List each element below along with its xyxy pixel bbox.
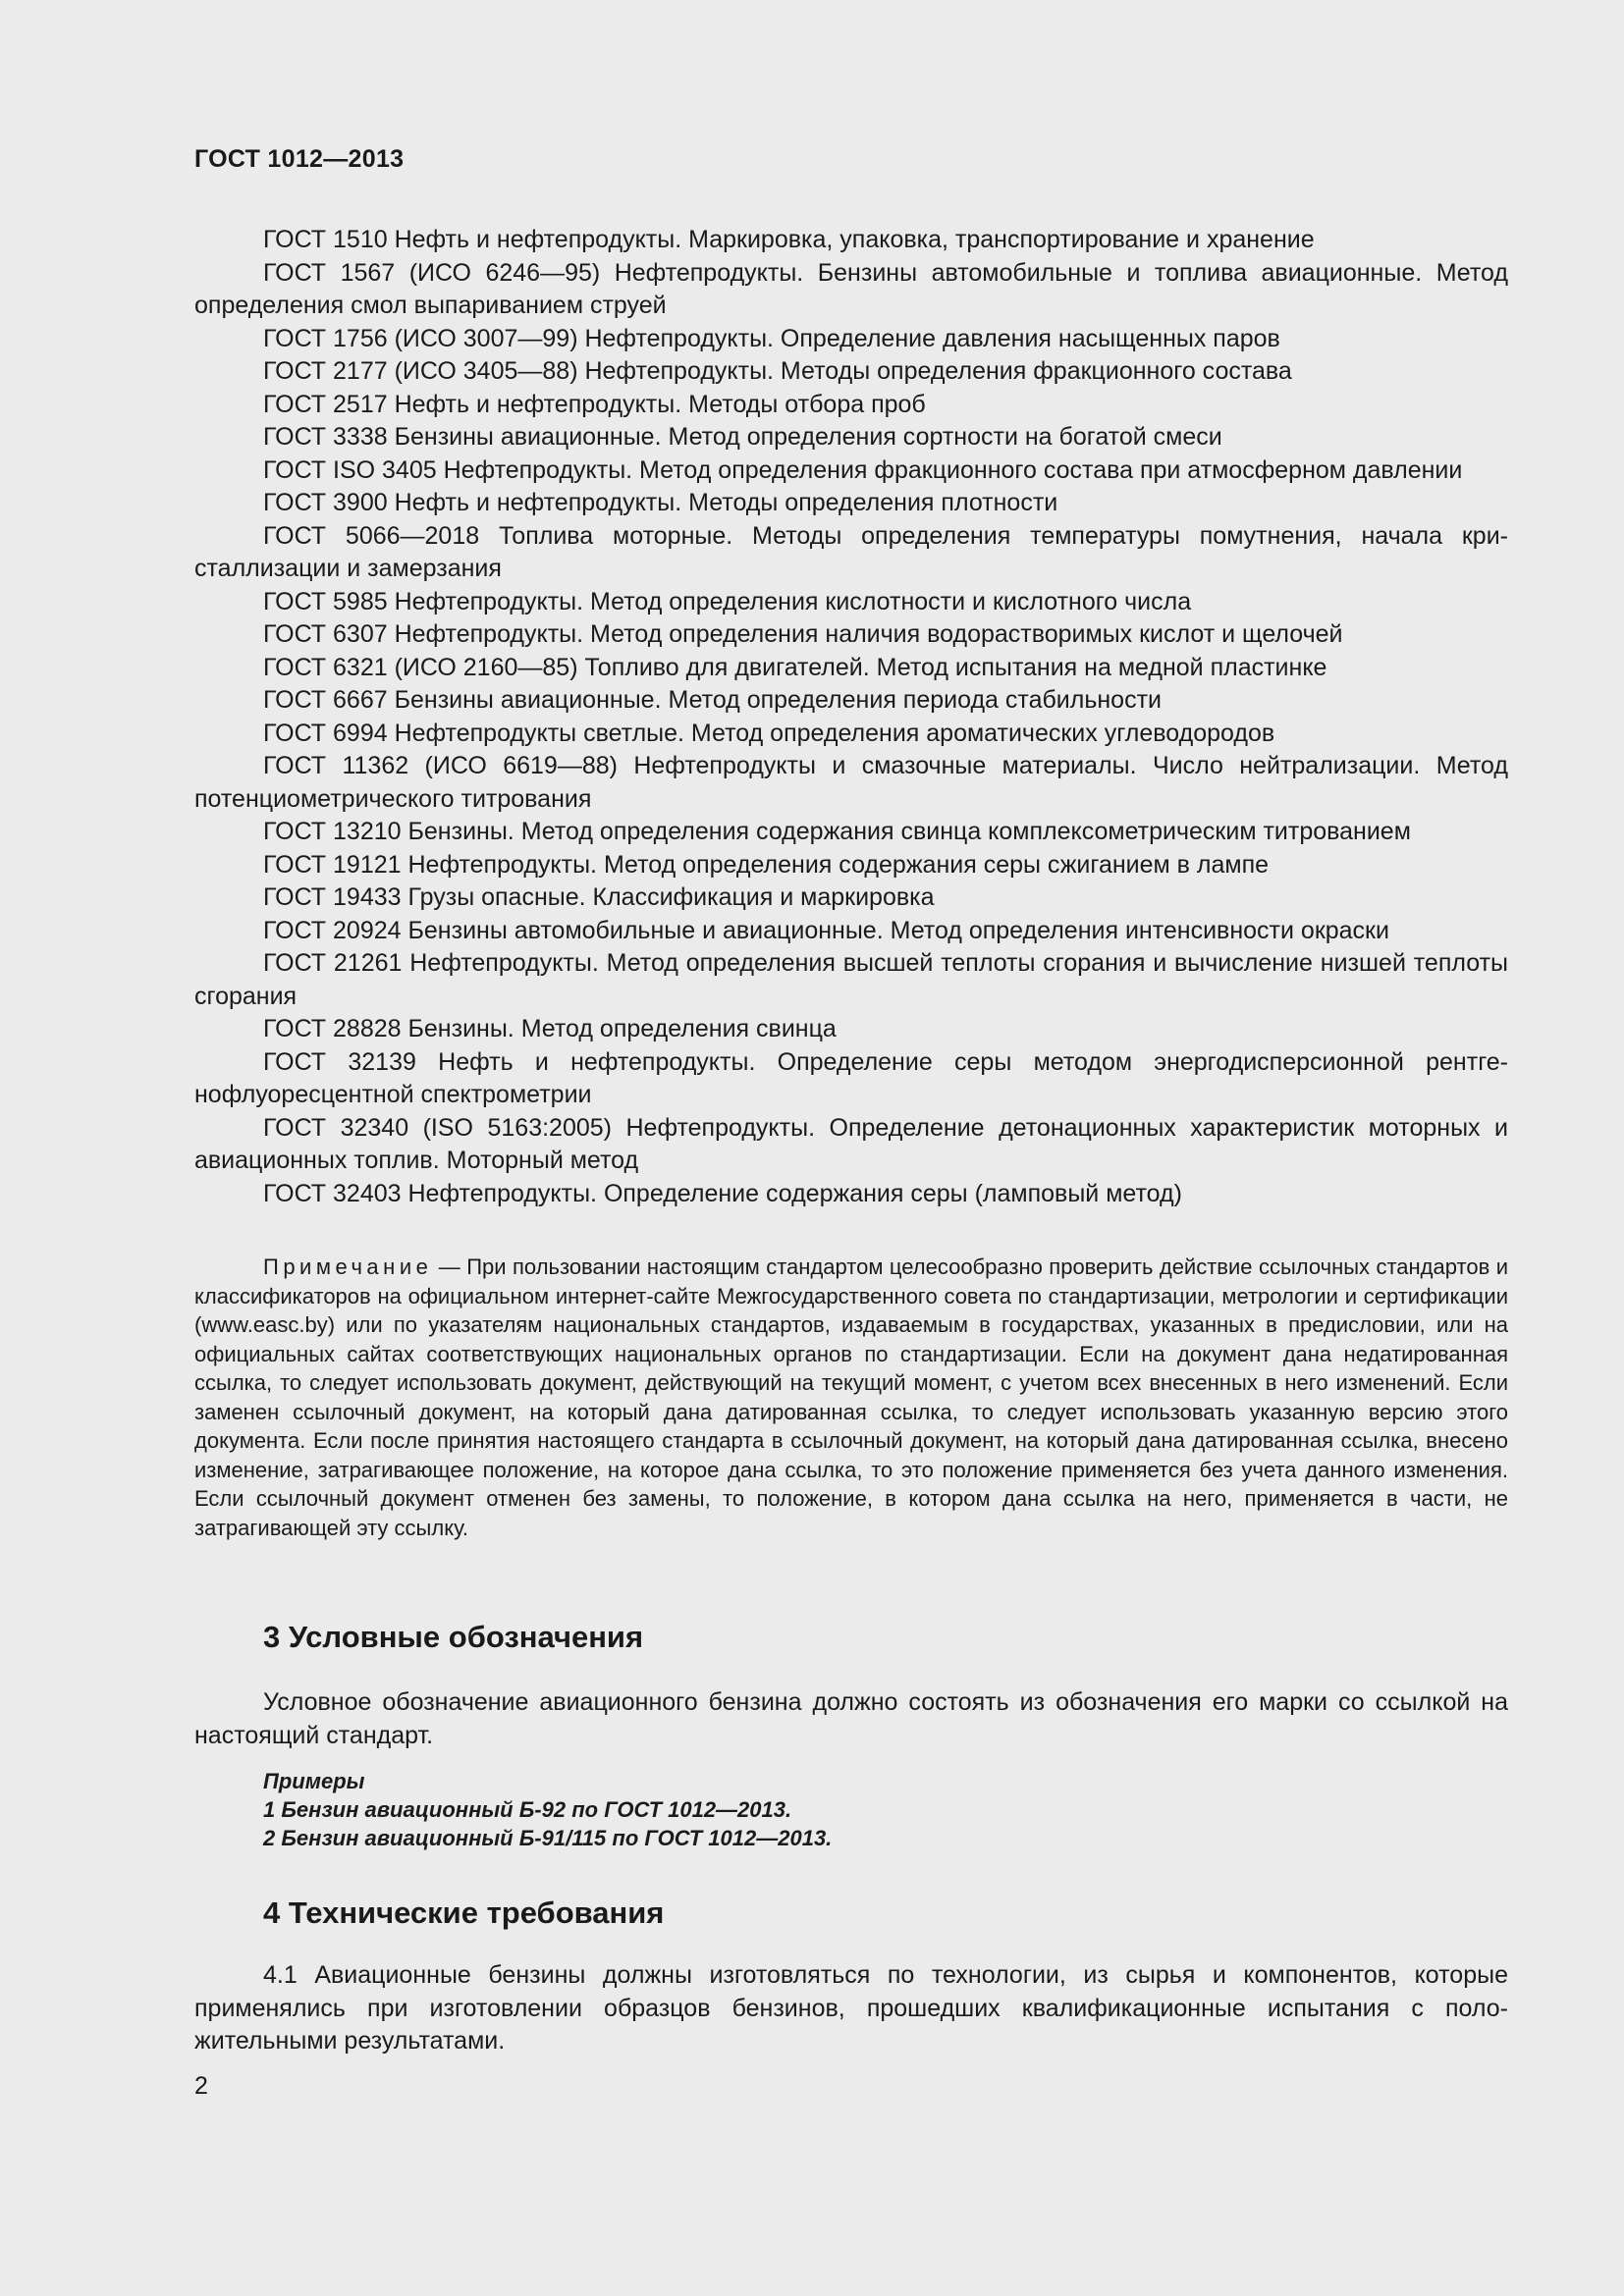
reference-item: ГОСТ 6321 (ИСО 2160—85) Топливо для двигателей. Метод испытания на медной пластинке bbox=[263, 653, 1327, 681]
section-3-text: Условное обозначение авиационного бензина должно состоять из обозначения его марки со ссылкой на настоящий стандарт. bbox=[194, 1688, 1508, 1749]
example-item: 2 Бензин авиационный Б-91/115 по ГОСТ 1012—2013. bbox=[263, 1826, 833, 1850]
reference-item: ГОСТ 3900 Нефть и нефтепродукты. Методы определения плотности bbox=[263, 489, 1058, 516]
reference-item: ГОСТ 19433 Грузы опасные. Классификация и маркировка bbox=[263, 883, 935, 911]
reference-item: ГОСТ 32139 Нефть и нефтепродукты. Определение серы методом энергодисперсионной рентгенофлуоресцентной спектрометрии bbox=[194, 1047, 1508, 1108]
reference-item: ГОСТ 32403 Нефтепродукты. Определение содержания серы (ламповый метод) bbox=[263, 1179, 1182, 1207]
examples-block bbox=[263, 1767, 832, 1852]
examples-label: Примеры bbox=[263, 1769, 365, 1793]
reference-item: ГОСТ 3338 Бензины авиационные. Метод определения сортности на богатой смеси bbox=[263, 423, 1222, 451]
note-text: — При пользовании настоящим стандартом целесообразно проверить действие ссылочных стандартов и классификаторов на официальном интернет-сайте Межгосударственного совета по стандартизации, метрологии и сертификации (www.easc.by) или по указателям национальных стандартов, издаваемым в государствах, указанных в предисловии, или на официальных сайтах соответствующих национальных органов по стандартизации. Если на документ дана недатированная ссылка, то следует использовать документ, действующий на текущий момент, с учетом всех внесенных в него изменений. Если заменен ссылочный документ, на который дана датированная ссылка, то следует использовать указанную версию этого документа. Если после принятия настоящего стандарта в ссылочный документ, на который дана датированная ссылка, внесено изменение, затрагивающее положение, на которое дана ссылка, то это положение применяется без учета данного изменения. Если ссылочный документ отменен без замены, то положение, в котором дана ссылка на него, применяется в части, не затрагивающей эту ссылку. bbox=[194, 1255, 1508, 1540]
reference-item: ГОСТ 1567 (ИСО 6246—95) Нефтепродукты. Бензины автомобильные и топлива авиационные. Метод определения смол выпариванием струей bbox=[194, 258, 1508, 319]
normative-references-list bbox=[194, 224, 1508, 1210]
references-note bbox=[194, 1253, 1508, 1542]
reference-item: ГОСТ 1510 Нефть и нефтепродукты. Маркировка, упаковка, транспортирование и хранение bbox=[263, 226, 1315, 253]
page-header-doc-id: ГОСТ 1012—2013 bbox=[194, 145, 405, 173]
reference-item: ГОСТ 6667 Бензины авиационные. Метод определения периода стабильности bbox=[263, 686, 1163, 714]
reference-item: ГОСТ 13210 Бензины. Метод определения содержания свинца комплексометрическим титрованием bbox=[263, 818, 1411, 845]
page-number: 2 bbox=[194, 2072, 208, 2100]
reference-item: ГОСТ 21261 Нефтепродукты. Метод определения высшей теплоты сгорания и вычисление низшей теплоты сгорания bbox=[194, 949, 1508, 1010]
reference-item: ГОСТ ISO 3405 Нефтепродукты. Метод определения фракционного состава при атмосферном давлении bbox=[263, 455, 1463, 484]
reference-item: ГОСТ 19121 Нефтепродукты. Метод определения содержания серы сжиганием в лампе bbox=[263, 850, 1270, 879]
reference-item: ГОСТ 5066—2018 Топлива моторные. Методы определения температуры помутнения, начала кристаллизации и замерзания bbox=[194, 521, 1508, 582]
reference-item: ГОСТ 11362 (ИСО 6619—88) Нефтепродукты и смазочные материалы. Число нейтрализации. Метод потенциометрического титрования bbox=[194, 752, 1508, 813]
reference-item: ГОСТ 2517 Нефть и нефтепродукты. Методы отбора проб bbox=[263, 390, 926, 418]
section-3-title: 3 Условные обозначения bbox=[263, 1620, 644, 1654]
note-label: Примечание bbox=[263, 1255, 433, 1279]
reference-item: ГОСТ 32340 (ISO 5163:2005) Нефтепродукты. Определение детонационных характеристик моторных и авиационных топлив. Моторный метод bbox=[194, 1113, 1508, 1174]
reference-item: ГОСТ 6994 Нефтепродукты светлые. Метод определения ароматических углеводородов bbox=[263, 719, 1275, 747]
reference-item: ГОСТ 5985 Нефтепродукты. Метод определения кислотности и кислотного числа bbox=[263, 587, 1192, 615]
reference-item: ГОСТ 20924 Бензины автомобильные и авиационные. Метод определения интенсивности окраски bbox=[263, 916, 1389, 944]
example-item: 1 Бензин авиационный Б-92 по ГОСТ 1012—2013. bbox=[263, 1797, 792, 1822]
reference-item: ГОСТ 28828 Бензины. Метод определения свинца bbox=[263, 1015, 837, 1042]
section-4-title: 4 Технические требования bbox=[263, 1896, 665, 1930]
reference-item: ГОСТ 1756 (ИСО 3007—99) Нефтепродукты. Определение давления насыщенных паров bbox=[263, 324, 1280, 352]
reference-item: ГОСТ 6307 Нефтепродукты. Метод определения наличия водорастворимых кислот и щелочей bbox=[263, 620, 1343, 648]
section-4-text: 4.1 Авиационные бензины должны изготовляться по технологии, из сырья и компонентов, которые применялись при изготовлении образцов бензинов, прошедших квалификационные испытания с положительными результатами. bbox=[194, 1961, 1508, 2055]
reference-item: ГОСТ 2177 (ИСО 3405—88) Нефтепродукты. Методы определения фракционного состава bbox=[263, 357, 1292, 385]
